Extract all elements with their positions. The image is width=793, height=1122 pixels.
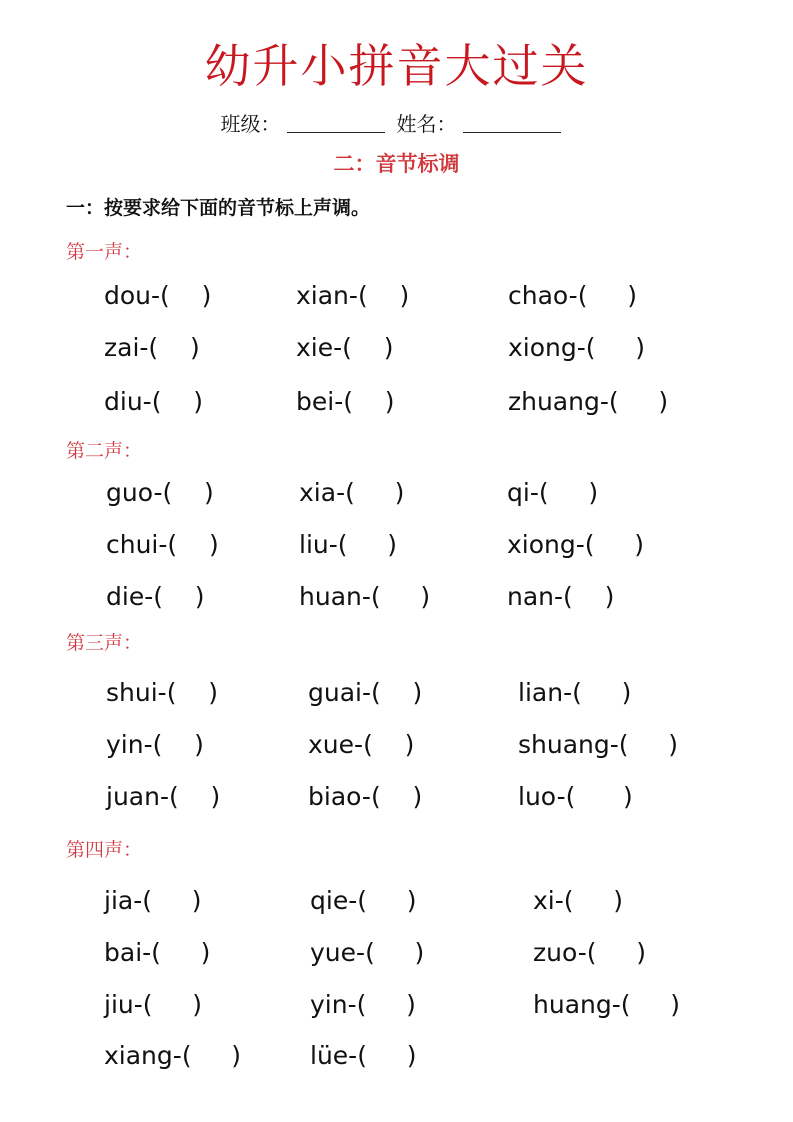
class-name-line: [0, 110, 793, 138]
syllable-item: [507, 475, 598, 511]
tone-section-label: 第四声：: [66, 839, 143, 861]
tone-answer-blank[interactable]: ( ): [357, 281, 410, 310]
exercise-row: [0, 779, 793, 815]
syllable-item: [308, 779, 422, 815]
dash-separator: -: [347, 990, 357, 1019]
tone-answer-blank[interactable]: ( ): [620, 990, 681, 1019]
tone-answer-blank[interactable]: ( ): [167, 530, 219, 559]
tone-answer-blank[interactable]: ( ): [162, 478, 214, 507]
tone-answer-blank[interactable]: ( ): [181, 1041, 242, 1070]
class-blank-field[interactable]: [287, 112, 385, 133]
tone-answer-blank[interactable]: ( ): [169, 782, 221, 811]
syllable-item: [518, 675, 631, 711]
dash-separator: -: [568, 281, 578, 310]
tone-answer-blank[interactable]: ( ): [166, 678, 218, 707]
dash-separator: -: [336, 478, 346, 507]
dash-separator: -: [153, 478, 163, 507]
syllable-item: [533, 935, 646, 971]
dash-separator: -: [172, 1041, 182, 1070]
syllable-text: zuo: [533, 938, 578, 967]
syllable-item: [296, 384, 395, 420]
syllable-item: [310, 883, 416, 919]
dash-separator: -: [139, 333, 149, 362]
tone-answer-blank[interactable]: ( ): [370, 582, 431, 611]
section-subtitle: 二：音节标调: [333, 151, 460, 176]
tone-answer-blank[interactable]: ( ): [365, 938, 425, 967]
syllable-item: [106, 475, 214, 511]
syllable-text: qi: [507, 478, 530, 507]
syllable-text: nan: [507, 582, 555, 611]
dash-separator: -: [361, 582, 371, 611]
syllable-text: xie: [296, 333, 334, 362]
name-label: 姓名：: [396, 112, 457, 136]
dash-separator: -: [361, 678, 372, 707]
syllable-item: [106, 579, 205, 615]
dash-separator: -: [599, 387, 609, 416]
syllable-text: qie: [310, 886, 349, 915]
tone-answer-blank[interactable]: ( ): [371, 678, 423, 707]
syllable-text: xiang: [104, 1041, 173, 1070]
tone-answer-blank[interactable]: ( ): [572, 678, 632, 707]
syllable-text: huan: [299, 582, 362, 611]
dash-separator: -: [554, 886, 564, 915]
syllable-text: shui: [106, 678, 158, 707]
tone-answer-blank[interactable]: ( ): [370, 782, 423, 811]
tone-answer-blank[interactable]: ( ): [153, 582, 205, 611]
tone-section-label: 第三声：: [66, 632, 143, 654]
tone-answer-blank[interactable]: ( ): [337, 530, 398, 559]
tone-answer-blank[interactable]: ( ): [152, 730, 204, 759]
syllable-item: [518, 727, 678, 763]
dash-separator: -: [576, 333, 586, 362]
syllable-text: luo: [518, 782, 557, 811]
tone-answer-blank[interactable]: ( ): [584, 530, 645, 559]
syllable-item: [104, 883, 202, 919]
syllable-text: jia: [104, 886, 134, 915]
syllable-text: guai: [308, 678, 362, 707]
dash-separator: -: [328, 530, 338, 559]
syllable-text: chui: [106, 530, 159, 559]
dash-separator: -: [611, 990, 621, 1019]
syllable-item: [533, 987, 680, 1023]
dash-separator: -: [144, 582, 154, 611]
syllable-item: [296, 278, 409, 314]
syllable-text: xia: [299, 478, 337, 507]
syllable-text: lüe: [310, 1041, 349, 1070]
tone-answer-blank[interactable]: ( ): [142, 886, 202, 915]
exercise-row: [0, 1038, 793, 1074]
tone-answer-blank[interactable]: ( ): [142, 990, 203, 1019]
tone-answer-blank[interactable]: ( ): [363, 730, 415, 759]
syllable-item: [299, 579, 430, 615]
tone-answer-blank[interactable]: ( ): [160, 281, 212, 310]
tone-answer-blank[interactable]: ( ): [577, 281, 637, 310]
syllable-item: [508, 330, 645, 366]
syllable-text: jiu: [104, 990, 134, 1019]
tone-answer-blank[interactable]: ( ): [151, 387, 203, 416]
syllable-text: huang: [533, 990, 612, 1019]
exercise-row: [0, 579, 793, 615]
tone-answer-blank[interactable]: ( ): [357, 886, 417, 915]
name-blank-field[interactable]: [463, 112, 561, 133]
syllable-text: yin: [106, 730, 144, 759]
tone-answer-blank[interactable]: ( ): [563, 886, 624, 915]
worksheet-title: 幼升小拼音大过关: [204, 39, 589, 93]
syllable-item: [299, 475, 404, 511]
syllable-text: die: [106, 582, 145, 611]
dash-separator: -: [333, 333, 343, 362]
syllable-item: [533, 883, 623, 919]
syllable-item: [507, 527, 644, 563]
syllable-item: [299, 527, 397, 563]
dash-separator: -: [142, 387, 152, 416]
exercise-row: [0, 675, 793, 711]
syllable-item: [296, 330, 393, 366]
syllable-item: [508, 384, 668, 420]
dash-separator: -: [577, 938, 587, 967]
tone-answer-blank[interactable]: ( ): [585, 333, 646, 362]
syllable-item: [308, 675, 422, 711]
syllable-text: zai: [104, 333, 140, 362]
syllable-text: dou: [104, 281, 152, 310]
tone-answer-blank[interactable]: ( ): [151, 938, 211, 967]
syllable-text: chao: [508, 281, 569, 310]
tone-answer-blank[interactable]: ( ): [563, 582, 615, 611]
syllable-text: bei: [296, 387, 335, 416]
dash-separator: -: [563, 678, 573, 707]
dash-separator: -: [157, 678, 167, 707]
syllable-text: xian: [296, 281, 349, 310]
syllable-text: guo: [106, 478, 154, 507]
exercise-row: [0, 935, 793, 971]
dash-separator: -: [348, 1041, 358, 1070]
tone-answer-blank[interactable]: ( ): [356, 990, 416, 1019]
syllable-item: [106, 779, 220, 815]
syllable-text: xi: [533, 886, 555, 915]
syllable-text: xue: [308, 730, 355, 759]
syllable-item: [106, 675, 218, 711]
dash-separator: -: [151, 281, 161, 310]
dash-separator: -: [348, 281, 358, 310]
syllable-text: biao: [308, 782, 362, 811]
tone-section-label: 第二声：: [66, 440, 143, 462]
syllable-item: [104, 1038, 241, 1074]
tone-answer-blank[interactable]: ( ): [608, 387, 669, 416]
tone-answer-blank[interactable]: ( ): [565, 782, 633, 811]
syllable-text: juan: [106, 782, 160, 811]
exercise-row: [0, 475, 793, 511]
syllable-item: [104, 384, 203, 420]
tone-answer-blank[interactable]: ( ): [538, 478, 599, 507]
syllable-text: yin: [310, 990, 348, 1019]
syllable-text: shuang: [518, 730, 610, 759]
syllable-text: xiong: [507, 530, 576, 559]
dash-separator: -: [529, 478, 539, 507]
syllable-text: bai: [104, 938, 143, 967]
class-label: 班级：: [220, 112, 281, 136]
dash-separator: -: [142, 938, 152, 967]
exercise-row: [0, 883, 793, 919]
tone-answer-blank[interactable]: ( ): [342, 333, 394, 362]
syllable-item: [106, 527, 219, 563]
dash-separator: -: [361, 782, 371, 811]
syllable-item: [104, 935, 210, 971]
syllable-item: [518, 779, 633, 815]
dash-separator: -: [348, 886, 358, 915]
syllable-text: yue: [310, 938, 357, 967]
syllable-text: liu: [299, 530, 329, 559]
dash-separator: -: [354, 730, 364, 759]
syllable-item: [308, 727, 414, 763]
dash-separator: -: [334, 387, 344, 416]
exercise-row: [0, 987, 793, 1023]
dash-separator: -: [159, 782, 169, 811]
syllable-item: [507, 579, 614, 615]
tone-answer-blank[interactable]: ( ): [345, 478, 405, 507]
syllable-item: [104, 278, 211, 314]
dash-separator: -: [133, 886, 143, 915]
tone-answer-blank[interactable]: ( ): [586, 938, 647, 967]
dash-separator: -: [556, 782, 566, 811]
exercise-row: [0, 330, 793, 366]
syllable-item: [104, 330, 200, 366]
tone-answer-blank[interactable]: ( ): [148, 333, 200, 362]
exercise-row: [0, 727, 793, 763]
syllable-item: [310, 987, 416, 1023]
syllable-text: lian: [518, 678, 564, 707]
dash-separator: -: [158, 530, 168, 559]
tone-answer-blank[interactable]: ( ): [343, 387, 395, 416]
syllable-text: xiong: [508, 333, 577, 362]
tone-answer-blank[interactable]: ( ): [357, 1041, 417, 1070]
instruction-text: 一：按要求给下面的音节标上声调。: [66, 197, 371, 219]
syllable-item: [104, 987, 202, 1023]
syllable-item: [310, 1038, 416, 1074]
dash-separator: -: [133, 990, 143, 1019]
exercise-row: [0, 527, 793, 563]
syllable-item: [310, 935, 424, 971]
dash-separator: -: [554, 582, 564, 611]
syllable-item: [508, 278, 637, 314]
dash-separator: -: [575, 530, 585, 559]
dash-separator: -: [356, 938, 366, 967]
exercise-row: [0, 384, 793, 420]
exercise-row: [0, 278, 793, 314]
syllable-item: [106, 727, 204, 763]
syllable-text: zhuang: [508, 387, 600, 416]
dash-separator: -: [143, 730, 153, 759]
dash-separator: -: [609, 730, 619, 759]
tone-section-label: 第一声：: [66, 241, 143, 263]
tone-answer-blank[interactable]: ( ): [618, 730, 679, 759]
syllable-text: diu: [104, 387, 143, 416]
